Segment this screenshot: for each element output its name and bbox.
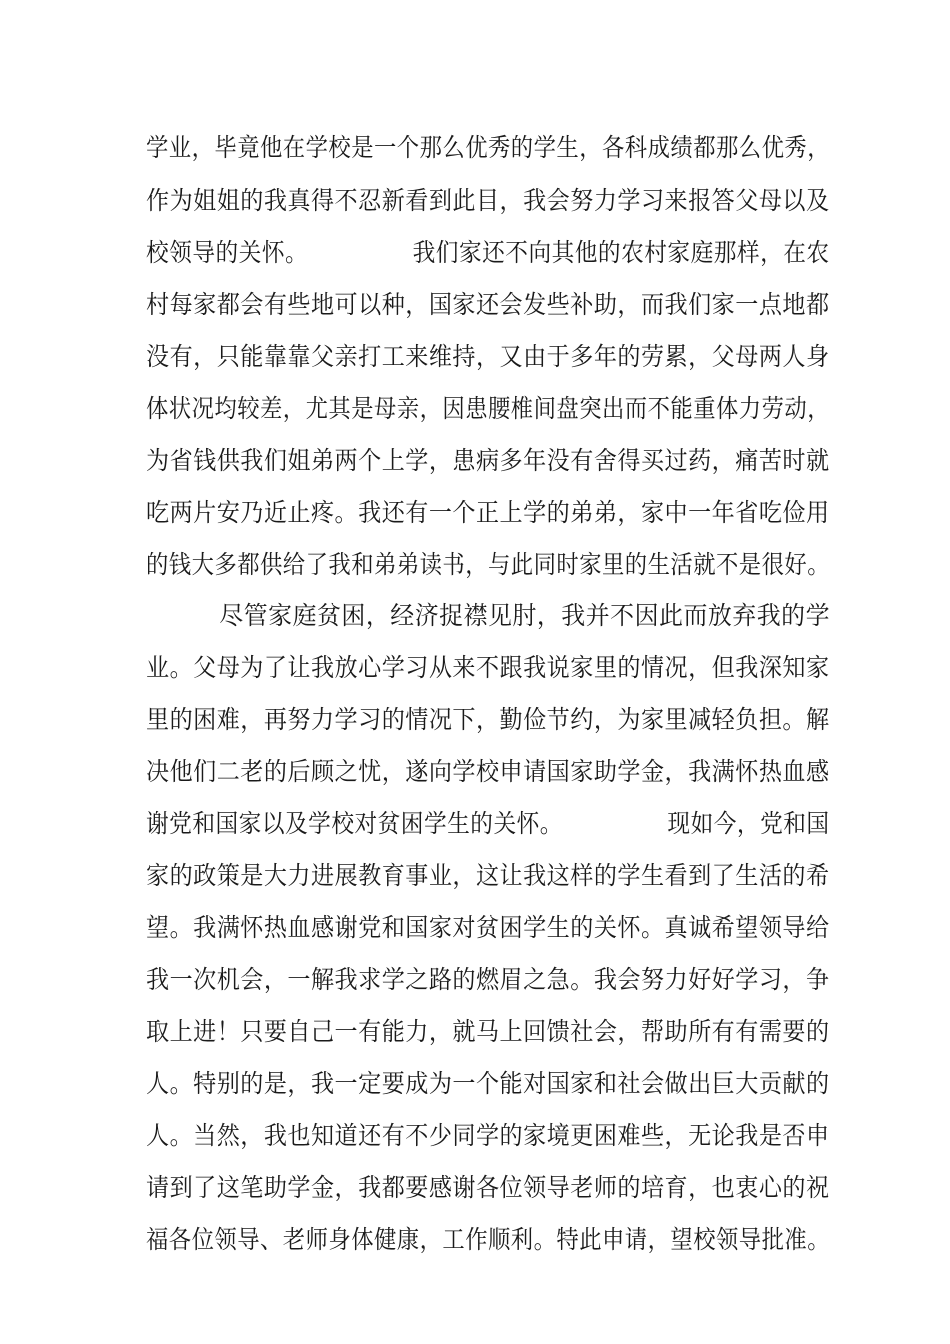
text-line: 校领导的关怀。 我们家还不向其他的农村家庭那样，在农	[146, 238, 830, 267]
text-line: 学业，毕竟他在学校是一个那么优秀的学生，各科成绩都那么优秀，	[146, 133, 831, 162]
text-line: 的钱大多都供给了我和弟弟读书，与此同时家里的生活就不是很好。	[146, 550, 831, 579]
text-line: 我一次机会，一解我求学之路的燃眉之急。我会努力好好学习，争	[146, 965, 830, 994]
text-line: 体状况均较差，尤其是母亲，因患腰椎间盘突出而不能重体力劳动，	[146, 394, 831, 423]
text-line: 业。父母为了让我放心学习从来不跟我说家里的情况，但我深知家	[146, 653, 830, 682]
text-line: 家的政策是大力进展教育事业，这让我这样的学生看到了生活的希	[146, 861, 830, 890]
text-line: 里的困难，再努力学习的情况下，勤俭节约，为家里减轻负担。解	[146, 705, 830, 734]
text-line: 谢党和国家以及学校对贫困学生的关怀。 现如今，党和国	[146, 809, 830, 838]
text-line: 望。我满怀热血感谢党和国家对贫困学生的关怀。真诚希望领导给	[146, 913, 830, 942]
text-line: 吃两片安乃近止疼。我还有一个正上学的弟弟，家中一年省吃俭用	[146, 498, 830, 527]
text-line: 作为姐姐的我真得不忍新看到此目，我会努力学习来报答父母以及	[146, 186, 830, 215]
text-line: 福各位领导、老师身体健康，工作顺利。特此申请，望校领导批准。	[146, 1225, 831, 1254]
text-line: 尽管家庭贫困，经济捉襟见肘，我并不因此而放弃我的学	[146, 601, 831, 630]
text-line: 人。当然，我也知道还有不少同学的家境更困难些，无论我是否申	[146, 1121, 830, 1150]
text-line: 村每家都会有些地可以种，国家还会发些补助，而我们家一点地都	[146, 290, 830, 319]
text-line: 没有，只能靠靠父亲打工来维持，又由于多年的劳累，父母两人身	[146, 342, 830, 371]
text-line: 为省钱供我们姐弟两个上学，患病多年没有舍得买过药，痛苦时就	[146, 446, 830, 475]
text-line: 决他们二老的后顾之忧，遂向学校申请国家助学金，我满怀热血感	[146, 757, 830, 786]
text-line: 取上进！只要自己一有能力，就马上回馈社会，帮助所有有需要的	[146, 1017, 830, 1046]
text-line: 人。特别的是，我一定要成为一个能对国家和社会做出巨大贡献的	[146, 1069, 830, 1098]
text-line: 请到了这笔助学金，我都要感谢各位领导老师的培育，也衷心的祝	[146, 1173, 830, 1202]
